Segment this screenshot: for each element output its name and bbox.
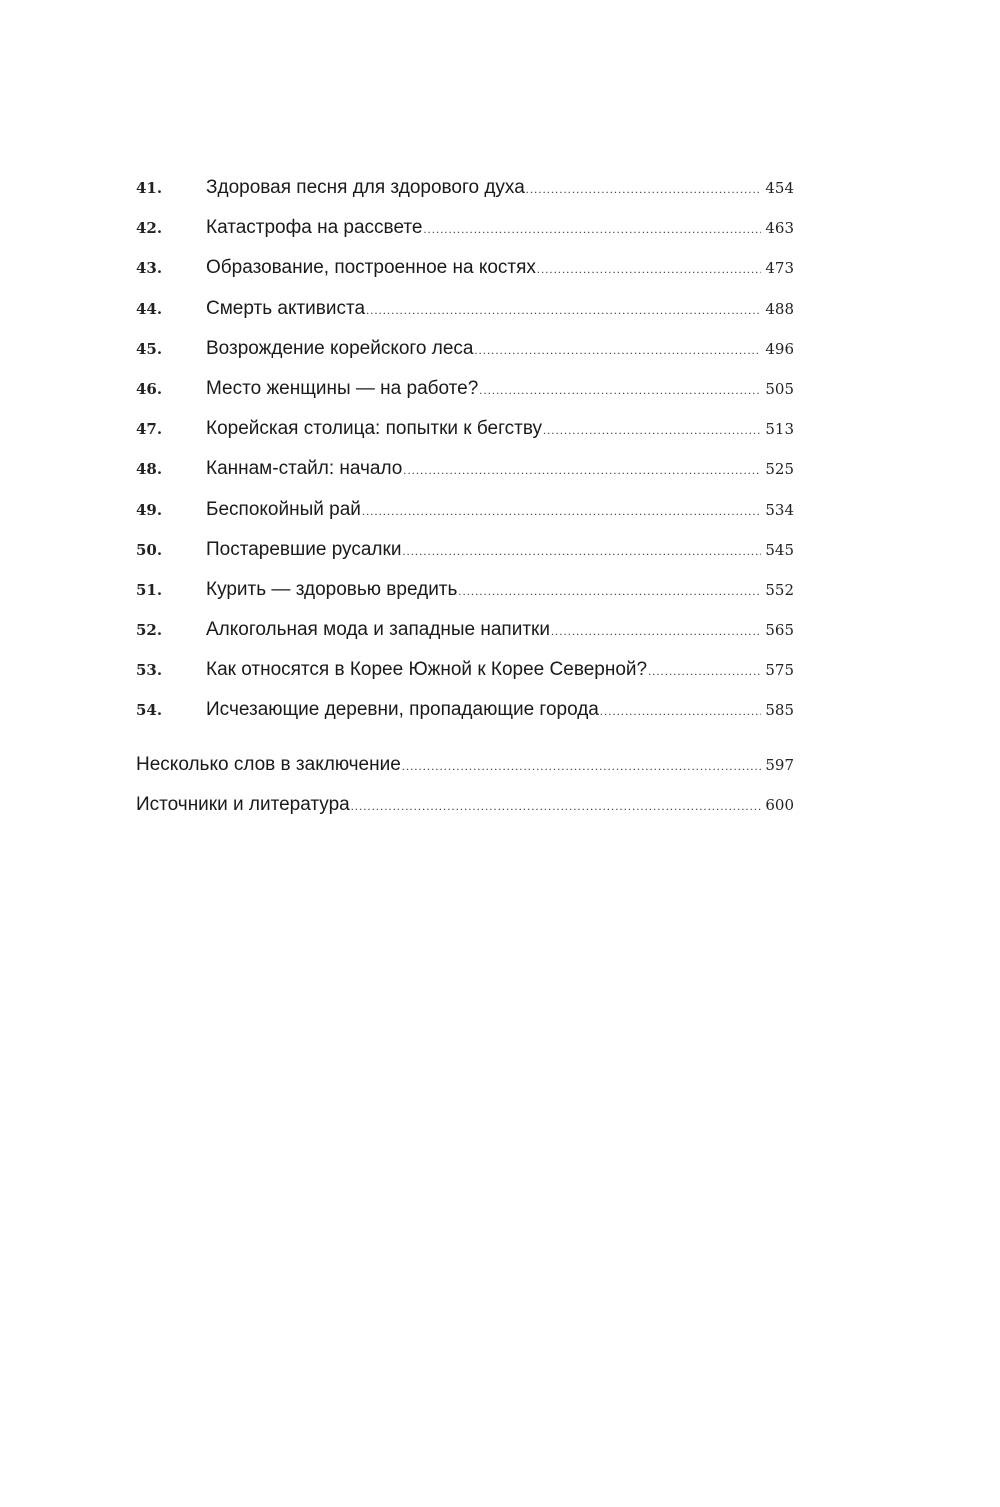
chapter-number: 44.	[136, 299, 163, 318]
chapter-number: 54.	[136, 701, 163, 720]
section-title: Источники и литература	[136, 793, 350, 815]
dot-leader	[551, 611, 761, 651]
chapter-title: Исчезающие деревни, пропадающие города	[206, 699, 599, 721]
toc-entry-sources[interactable]	[136, 785, 794, 825]
toc-entry-42[interactable]	[136, 208, 794, 248]
chapter-number: 48.	[136, 460, 163, 479]
chapter-title: Алкогольная мода и западные напитки	[206, 619, 550, 641]
chapter-number: 52.	[136, 621, 163, 640]
page-number: 525	[765, 460, 794, 479]
page-number: 454	[765, 179, 794, 197]
chapter-number: 49.	[136, 500, 163, 519]
dot-leader	[537, 249, 761, 289]
page-number: 534	[765, 500, 794, 519]
dot-leader	[366, 290, 761, 330]
dot-leader	[351, 786, 762, 826]
dot-leader	[526, 169, 762, 209]
section-title: Несколько слов в заключение	[136, 753, 401, 775]
dot-leader	[458, 571, 761, 611]
toc-entry-53[interactable]	[136, 650, 794, 690]
dot-leader	[648, 651, 761, 691]
chapter-number: 47.	[136, 420, 163, 439]
chapter-number: 51.	[136, 580, 163, 599]
chapter-title: Как относятся в Корее Южной к Корее Северной?	[206, 659, 648, 681]
dot-leader	[600, 691, 761, 731]
toc-entry-54[interactable]	[136, 690, 794, 730]
chapter-title: Место женщины — на работе?	[206, 377, 479, 399]
page-number: 505	[765, 379, 794, 398]
chapter-number: 46.	[136, 379, 163, 398]
chapter-number: 50.	[136, 540, 163, 559]
chapter-number: 43.	[136, 259, 163, 278]
toc-entry-49[interactable]	[136, 490, 794, 530]
chapter-title: Здоровая песня для здорового духа	[206, 177, 525, 198]
dot-leader	[403, 450, 761, 490]
toc-entry-conclusion[interactable]	[136, 745, 794, 785]
dot-leader	[423, 209, 761, 249]
dot-leader	[543, 410, 761, 450]
chapter-title: Курить — здоровью вредить	[206, 578, 458, 600]
dot-leader	[362, 491, 761, 531]
chapter-title: Каннам-стайл: начало	[206, 458, 403, 480]
chapter-title: Беспокойный рай	[206, 498, 361, 520]
dot-leader	[402, 531, 761, 571]
table-of-contents	[136, 168, 794, 825]
page-number: 552	[765, 580, 794, 599]
page-number: 545	[765, 540, 794, 559]
page-number: 463	[765, 219, 794, 238]
chapter-title: Катастрофа на рассвете	[206, 217, 423, 239]
toc-entry-43[interactable]	[136, 248, 794, 288]
chapter-title: Возрождение корейского леса	[206, 337, 474, 359]
page-number: 488	[765, 299, 794, 318]
page-number: 513	[765, 420, 794, 439]
toc-entry-51[interactable]	[136, 570, 794, 610]
chapter-number: 53.	[136, 661, 163, 680]
toc-entry-44[interactable]	[136, 289, 794, 329]
page-number: 575	[765, 661, 794, 680]
page-number: 565	[765, 621, 794, 640]
toc-entry-41[interactable]	[136, 168, 794, 208]
dot-leader	[402, 746, 762, 786]
chapter-title: Образование, построенное на костях	[206, 257, 536, 279]
chapter-number: 42.	[136, 219, 163, 238]
toc-entry-45[interactable]	[136, 329, 794, 369]
toc-entry-52[interactable]	[136, 610, 794, 650]
chapter-number: 41.	[136, 179, 163, 197]
chapter-number: 45.	[136, 339, 163, 358]
dot-leader	[479, 370, 761, 410]
page-number: 585	[765, 701, 794, 720]
dot-leader	[474, 330, 761, 370]
page-number: 496	[765, 339, 794, 358]
page-number: 600	[765, 795, 794, 814]
toc-entry-50[interactable]	[136, 530, 794, 570]
toc-entry-47[interactable]	[136, 409, 794, 449]
chapter-title: Корейская столица: попытки к бегству	[206, 418, 543, 440]
chapter-title: Постаревшие русалки	[206, 538, 402, 560]
page-number: 597	[765, 755, 794, 774]
chapter-title: Смерть активиста	[206, 297, 366, 319]
toc-entry-48[interactable]	[136, 449, 794, 489]
page-number: 473	[765, 259, 794, 278]
toc-entry-46[interactable]	[136, 369, 794, 409]
